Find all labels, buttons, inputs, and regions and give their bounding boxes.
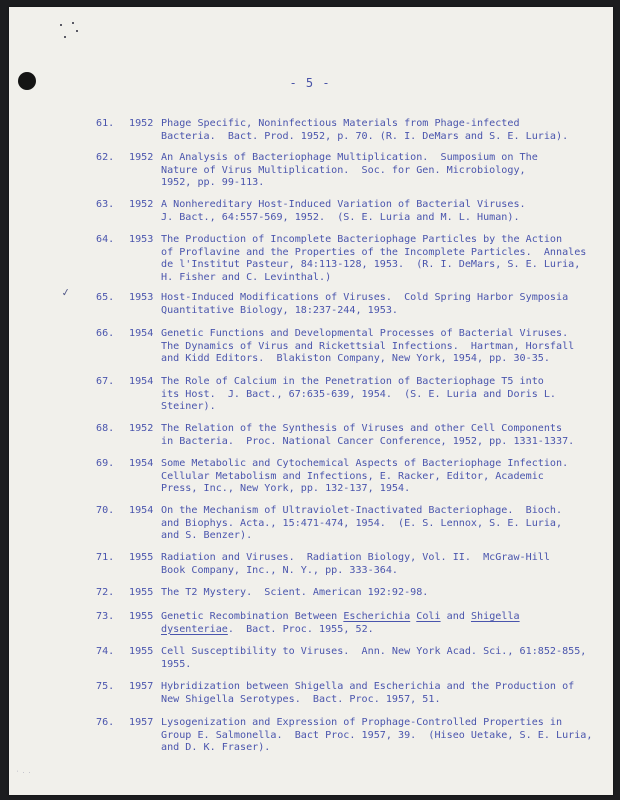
entry-number: 66. xyxy=(96,328,115,339)
citation-line: and Kidd Editors. Blakiston Company, New York, 1954, pp. 30-35. xyxy=(161,353,550,365)
entry-year: 1957 xyxy=(129,717,154,728)
entry-citation xyxy=(161,717,593,755)
citation-line: J. Bact., 64:557-569, 1952. (S. E. Luria and M. L. Human). xyxy=(161,211,520,223)
entry-year: 1952 xyxy=(129,152,154,163)
citation-line: 1955. xyxy=(161,658,192,670)
entry-citation xyxy=(161,118,571,143)
underlined-term: Shigella xyxy=(470,611,520,622)
citation-line: Genetic Recombination Between Escherichia Coli and Shigella xyxy=(161,611,520,622)
entry-number: 72. xyxy=(96,587,115,598)
entry-number: 67. xyxy=(96,376,115,387)
citation-line: Radiation and Viruses. Radiation Biology, Vol. II. McGraw-Hill xyxy=(161,552,550,563)
citation-line: Steiner). xyxy=(161,401,216,413)
entry-citation xyxy=(161,552,571,577)
citation-line: The Role of Calcium in the Penetration of Bacteriophage T5 into xyxy=(161,376,544,387)
entry-year: 1954 xyxy=(129,376,154,387)
entry-number: 63. xyxy=(96,199,115,210)
citation-line: Quantitative Biology, 18:237-244, 1953. xyxy=(161,304,399,316)
page-number: - 5 - xyxy=(289,76,331,90)
entry-citation xyxy=(161,152,571,190)
citation-line: dysenteriae. Bact. Proc. 1955, 52. xyxy=(161,623,374,635)
speck xyxy=(76,30,78,32)
entry-year: 1953 xyxy=(129,234,154,245)
entry-citation xyxy=(161,376,571,414)
entry-citation xyxy=(161,587,571,600)
citation-line: and D. K. Fraser). xyxy=(161,742,271,754)
citation-line: An Analysis of Bacteriophage Multiplication. Sumposium on The xyxy=(161,152,538,163)
citation-line: Hybridization between Shigella and Escherichia and the Production of xyxy=(161,681,575,692)
entry-number: 69. xyxy=(96,458,115,469)
citation-line: Genetic Functions and Developmental Processes of Bacterial Viruses. xyxy=(161,328,569,339)
citation-line: Press, Inc., New York, pp. 132-137, 1954. xyxy=(161,483,411,495)
speck xyxy=(72,22,74,24)
entry-year: 1955 xyxy=(129,646,154,657)
citation-line: Lysogenization and Expression of Prophage-Controlled Properties in xyxy=(161,717,563,728)
handwritten-checkmark: ✓ xyxy=(61,284,71,300)
speck xyxy=(64,36,66,38)
citation-line: Host-Induced Modifications of Viruses. Cold Spring Harbor Symposia xyxy=(161,292,569,303)
citation-line: H. Fisher and C. Levinthal.) xyxy=(161,271,332,283)
entry-number: 64. xyxy=(96,234,115,245)
citation-line: of Proflavine and the Properties of the Incomplete Particles. Annales xyxy=(161,246,587,258)
entry-number: 75. xyxy=(96,681,115,692)
entry-number: 74. xyxy=(96,646,115,657)
entry-number: 76. xyxy=(96,717,115,728)
citation-line: Group E. Salmonella. Bact Proc. 1957, 39. (Hiseo Uetake, S. E. Luria, xyxy=(161,729,593,741)
corner-note: · . . xyxy=(16,769,32,775)
citation-line: The Production of Incomplete Bacteriophage Particles by the Action xyxy=(161,234,563,245)
entry-number: 65. xyxy=(96,292,115,303)
entry-year: 1957 xyxy=(129,681,154,692)
underlined-term: Coli xyxy=(416,611,441,622)
citation-line: in Bacteria. Proc. National Cancer Conference, 1952, pp. 1331-1337. xyxy=(161,435,575,447)
entry-year: 1954 xyxy=(129,505,154,516)
citation-line: and Biophys. Acta., 15:471-474, 1954. (E. S. Lennox, S. E. Luria, xyxy=(161,517,563,529)
citation-line: Bacteria. Bact. Prod. 1952, p. 70. (R. I. DeMars and S. E. Luria). xyxy=(161,130,569,142)
citation-line: and S. Benzer). xyxy=(161,530,253,542)
citation-line: On the Mechanism of Ultraviolet-Inactivated Bacteriophage. Bioch. xyxy=(161,505,563,516)
entry-citation xyxy=(161,458,571,496)
citation-line: Cellular Metabolism and Infections, E. Racker, Editor, Academic xyxy=(161,470,544,482)
entry-year: 1955 xyxy=(129,587,154,598)
entry-year: 1955 xyxy=(129,552,154,563)
speck xyxy=(60,24,62,26)
entry-number: 61. xyxy=(96,118,115,129)
entry-number: 73. xyxy=(96,611,115,622)
citation-line: 1952, pp. 99-113. xyxy=(161,177,265,189)
entry-year: 1952 xyxy=(129,199,154,210)
entry-year: 1955 xyxy=(129,611,154,622)
citation-line: Cell Susceptibility to Viruses. Ann. New York Acad. Sci., 61:852-855, xyxy=(161,646,587,657)
entry-citation xyxy=(161,611,571,636)
entry-year: 1954 xyxy=(129,328,154,339)
citation-line: Book Company, Inc., N. Y., pp. 333-364. xyxy=(161,564,399,576)
entry-number: 68. xyxy=(96,423,115,434)
entry-number: 62. xyxy=(96,152,115,163)
citation-line: its Host. J. Bact., 67:635-639, 1954. (S. E. Luria and Doris L. xyxy=(161,388,557,400)
entry-year: 1953 xyxy=(129,292,154,303)
citation-line: de l'Institut Pasteur, 84:113-128, 1953. (R. I. DeMars, S. E. Luria, xyxy=(161,259,581,271)
underlined-term: dysenteriae xyxy=(161,623,228,635)
citation-line: The Relation of the Synthesis of Viruses and other Cell Components xyxy=(161,423,563,434)
entry-citation xyxy=(161,328,575,366)
entry-year: 1952 xyxy=(129,118,154,129)
entry-citation xyxy=(161,423,575,448)
entry-number: 70. xyxy=(96,505,115,516)
entry-citation xyxy=(161,646,587,671)
citation-line: Nature of Virus Multiplication. Soc. for Gen. Microbiology, xyxy=(161,164,526,176)
citation-line: The Dynamics of Virus and Rickettsial Infections. Hartman, Horsfall xyxy=(161,340,575,352)
citation-line: Phage Specific, Noninfectious Materials from Phage-infected xyxy=(161,118,520,129)
underlined-term: Escherichia xyxy=(343,611,411,622)
citation-line: Some Metabolic and Cytochemical Aspects of Bacteriophage Infection. xyxy=(161,458,569,469)
entry-year: 1952 xyxy=(129,423,154,434)
entry-citation xyxy=(161,681,575,706)
entry-citation xyxy=(161,199,571,224)
citation-line: A Nonhereditary Host-Induced Variation of Bacterial Viruses. xyxy=(161,199,526,210)
entry-citation xyxy=(161,292,571,317)
entry-year: 1954 xyxy=(129,458,154,469)
entry-number: 71. xyxy=(96,552,115,563)
punch-hole xyxy=(18,72,36,90)
citation-line: New Shigella Serotypes. Bact. Proc. 1957, 51. xyxy=(161,693,441,705)
entry-citation xyxy=(161,234,587,284)
citation-line: The T2 Mystery. Scient. American 192:92-98. xyxy=(161,587,429,598)
entry-citation xyxy=(161,505,571,543)
